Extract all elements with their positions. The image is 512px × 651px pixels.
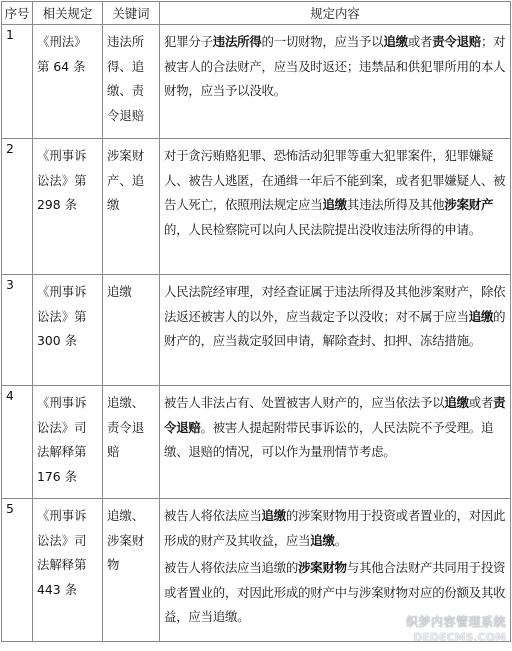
related-provision (33, 386, 103, 499)
provision-text: 或者 (407, 34, 433, 49)
related-provision (33, 499, 103, 642)
header-row (2, 2, 511, 25)
provision-text: 犯罪分子 (164, 34, 213, 49)
provision-text: 对于贪污贿赂犯罪、恐怖活动犯罪等重大犯罪案件，犯罪嫌疑人、被告人逃匿，在通缉一年后不能到案，或者犯罪嫌疑人、被告人死亡，依照刑法规定应当 (164, 148, 506, 212)
provision-content (160, 25, 511, 139)
keyword-highlight: 涉案财产 (444, 197, 494, 212)
provision-text: 。被害人提起附带民事诉讼的，人民法院不予受理。追缴、退赔的情况，可以作为量刑情节考虑。 (164, 419, 494, 459)
keyword-highlight: 追缴 (383, 34, 408, 49)
provision-text: 的财产的，应当裁定驳回申请，解除查封、扣押、冻结措施。 (164, 308, 506, 348)
keywords (103, 139, 160, 275)
provision-text: 与其他合法财产共同用于投资或者置业的，对因此形成的财产中与涉案财物对应的份额及其收益，应当追缴。 (164, 560, 506, 624)
related-provision (33, 275, 103, 386)
keyword-highlight: 责令退赔 (164, 395, 506, 435)
provision-text: 。 (334, 532, 347, 548)
provision-text: 人民法院经审理，对经查证属于违法所得及其他涉案财产，除依法返还被害人的以外，应当裁定予以没收；对不属于应当 (164, 284, 506, 324)
provision-text: 被告人将依法应当 (164, 508, 262, 523)
keywords (103, 25, 160, 139)
provision-content (160, 386, 511, 499)
keywords (103, 275, 160, 386)
provision-content (160, 139, 511, 275)
keyword-highlight: 追缴 (468, 308, 494, 324)
table-row (2, 275, 511, 386)
provision-content (160, 275, 511, 386)
provision-paragraph (164, 501, 506, 553)
table-row (2, 139, 511, 275)
watermark-line-2: DEDECMS.COM (413, 631, 506, 644)
provision-paragraph (164, 388, 506, 465)
provision-paragraph (164, 553, 506, 630)
related-provision-text: 《刑事诉讼法》第 298 条 (37, 148, 87, 212)
provision-text: 其违法所得及其他 (346, 197, 445, 212)
related-provision-text: 《刑事诉讼法》第 300 条 (37, 284, 87, 348)
keyword-highlight: 追缴 (322, 197, 347, 212)
keyword-highlight: 追缴 (261, 508, 286, 523)
provision-text: 被告人将依法应当追缴的 (164, 560, 299, 575)
row-number: 3 (2, 275, 33, 386)
provision-text: 的一切财物，应当予以 (261, 34, 384, 49)
provision-paragraph (164, 141, 506, 242)
keyword-highlight: 追缴 (310, 532, 335, 548)
keywords-text: 追缴 (107, 284, 132, 299)
provision-text: 或者 (468, 395, 494, 410)
table-body (2, 25, 511, 642)
row-number: 2 (2, 139, 33, 275)
keywords-text: 违法所得、追缴、责令退赔 (107, 34, 145, 123)
row-number: 1 (2, 25, 33, 139)
keyword-highlight: 责令退赔 (432, 34, 481, 49)
keywords (103, 499, 160, 642)
provision-paragraph (164, 27, 506, 104)
keywords (103, 386, 160, 499)
table-row (2, 25, 511, 139)
related-provision-text: 《刑法》第 64 条 (37, 34, 87, 74)
row-number: 5 (2, 499, 33, 642)
keyword-highlight: 涉案财物 (298, 560, 347, 575)
keywords-text: 涉案财产、追缴 (107, 148, 145, 212)
provision-text: ；对被害人的合法财产，应当及时返还；违禁品和供犯罪所用的本人财物，应当予以没收。 (164, 34, 506, 98)
keyword-highlight: 追缴 (444, 395, 469, 410)
header-provision-content: 规定内容 (160, 2, 511, 25)
related-provision (33, 139, 103, 275)
related-provision-text: 《刑事诉讼法》司法解释第 443 条 (37, 508, 87, 597)
header-number: 序号 (2, 2, 33, 25)
provision-text: 的涉案财物用于投资或者置业的，对因此形成的财产及其收益，应当 (164, 508, 506, 548)
keywords-text: 追缴、涉案财物 (107, 508, 145, 572)
provision-text: 被告人非法占有、处置被害人财产的，应当依法予以 (164, 395, 445, 410)
table-row (2, 386, 511, 499)
watermark-line-1: 织梦内容管理系统 (405, 615, 506, 629)
table-row (2, 499, 511, 642)
keyword-highlight: 违法所得 (212, 34, 262, 49)
provision-content (160, 499, 511, 642)
provision-paragraph (164, 277, 506, 354)
keywords-text: 追缴、责令退赔 (107, 395, 145, 459)
header-keywords: 关键词 (103, 2, 160, 25)
related-provision-text: 《刑事诉讼法》司法解释第 176 条 (37, 395, 87, 484)
law-provisions-table (1, 1, 511, 642)
provision-text: 的，人民检察院可以向人民法院提出没收违法所得的申请。 (164, 221, 481, 237)
header-related-provision: 相关规定 (33, 2, 103, 25)
related-provision (33, 25, 103, 139)
row-number: 4 (2, 386, 33, 499)
